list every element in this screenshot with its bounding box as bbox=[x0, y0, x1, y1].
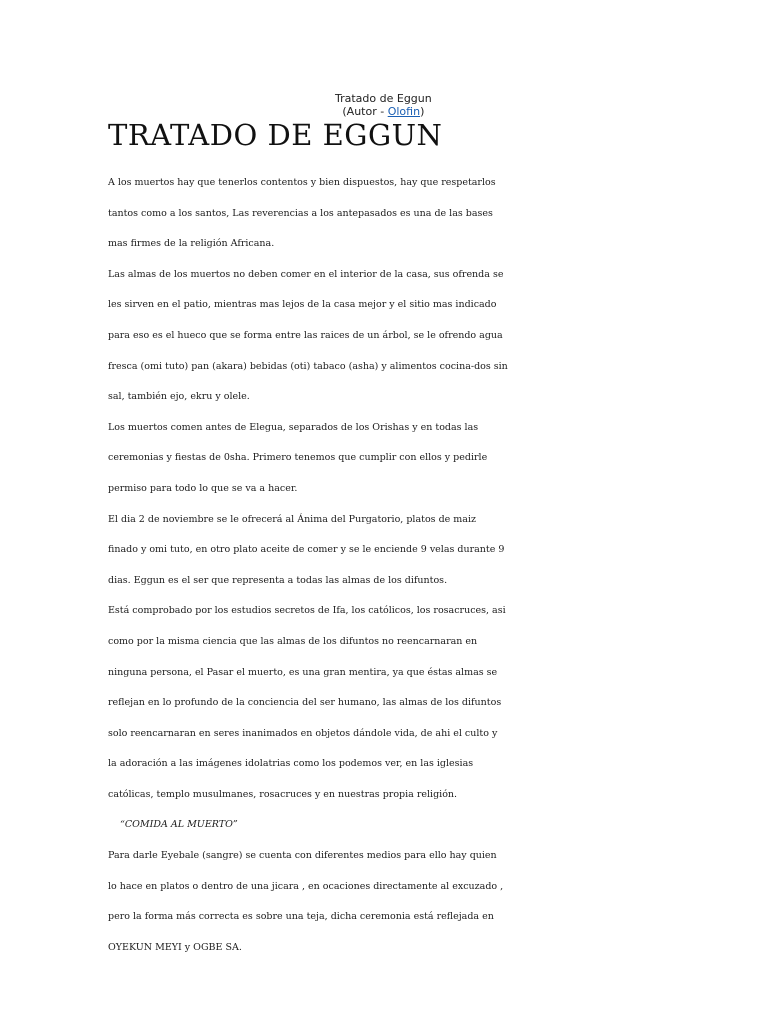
document-header bbox=[335, 92, 432, 118]
document-body bbox=[108, 168, 508, 963]
paragraph: Las almas de los muertos no deben comer en el interior de la casa, sus ofrenda se les sirven en el patio, mientras mas lejos de la casa mejor y el sitio mas indicado para eso es el hueco que se forma entre las raices de un árbol, se le ofrendo agua fresca (omi tuto) pan (akara) bebidas (oti) tabaco (asha) y alimentos cocina-dos sin sal, también ejo, ekru y olele. bbox=[108, 268, 508, 403]
section-heading: “COMIDA AL MUERTO” bbox=[120, 819, 238, 831]
paragraph: Los muertos comen antes de Elegua, separados de los Orishas y en todas las ceremonias y fiestas de 0sha. Primero tenemos que cumplir con ellos y pedirle permiso para todo lo que se va a hacer. bbox=[108, 421, 488, 494]
paragraph: A los muertos hay que tenerlos contentos y bien dispuestos, hay que respetarlos tantos como a los santos, Las reverencias a los antepasados es una de las bases mas firmes de la religión Africana. bbox=[108, 177, 496, 250]
document-title: TRATADO DE EGGUN bbox=[108, 118, 443, 152]
header-author-line bbox=[335, 105, 432, 118]
author-prefix: (Autor - bbox=[342, 105, 388, 118]
author-suffix: ) bbox=[420, 105, 425, 118]
paragraph: Para darle Eyebale (sangre) se cuenta con diferentes medios para ello hay quien lo hace en platos o dentro de una jicara , en ocaciones directamente al excuzado , pero la forma más correcta es sobre una teja, dicha ceremonia está reflejada en OYEKUN MEYI y OGBE SA. bbox=[108, 850, 504, 953]
paragraph: El dia 2 de noviembre se le ofrecerá al Ánima del Purgatorio, platos de maiz finado y omi tuto, en otro plato aceite de comer y se le enciende 9 velas durante 9 dias. Eggun es el ser que representa a todas las almas de los difuntos. bbox=[108, 513, 505, 586]
paragraph: Está comprobado por los estudios secretos de Ifa, los católicos, los rosacruces, asi como por la misma ciencia que las almas de los difuntos no reencarnaran en ninguna persona, el Pasar el muerto, es una gran mentira, ya que éstas almas se reflejan en lo profundo de la conciencia del ser humano, las almas de los difuntos solo reencarnaran en seres inanimados en objetos dándole vida, de ahi el culto y la adoración a las imágenes idolatrias como los podemos ver, en las iglesias católicas, templo musulmanes, rosacruces y en nuestras propia religión. bbox=[108, 605, 506, 800]
header-title: Tratado de Eggun bbox=[335, 92, 432, 105]
author-link[interactable]: Olofin bbox=[387, 105, 421, 118]
